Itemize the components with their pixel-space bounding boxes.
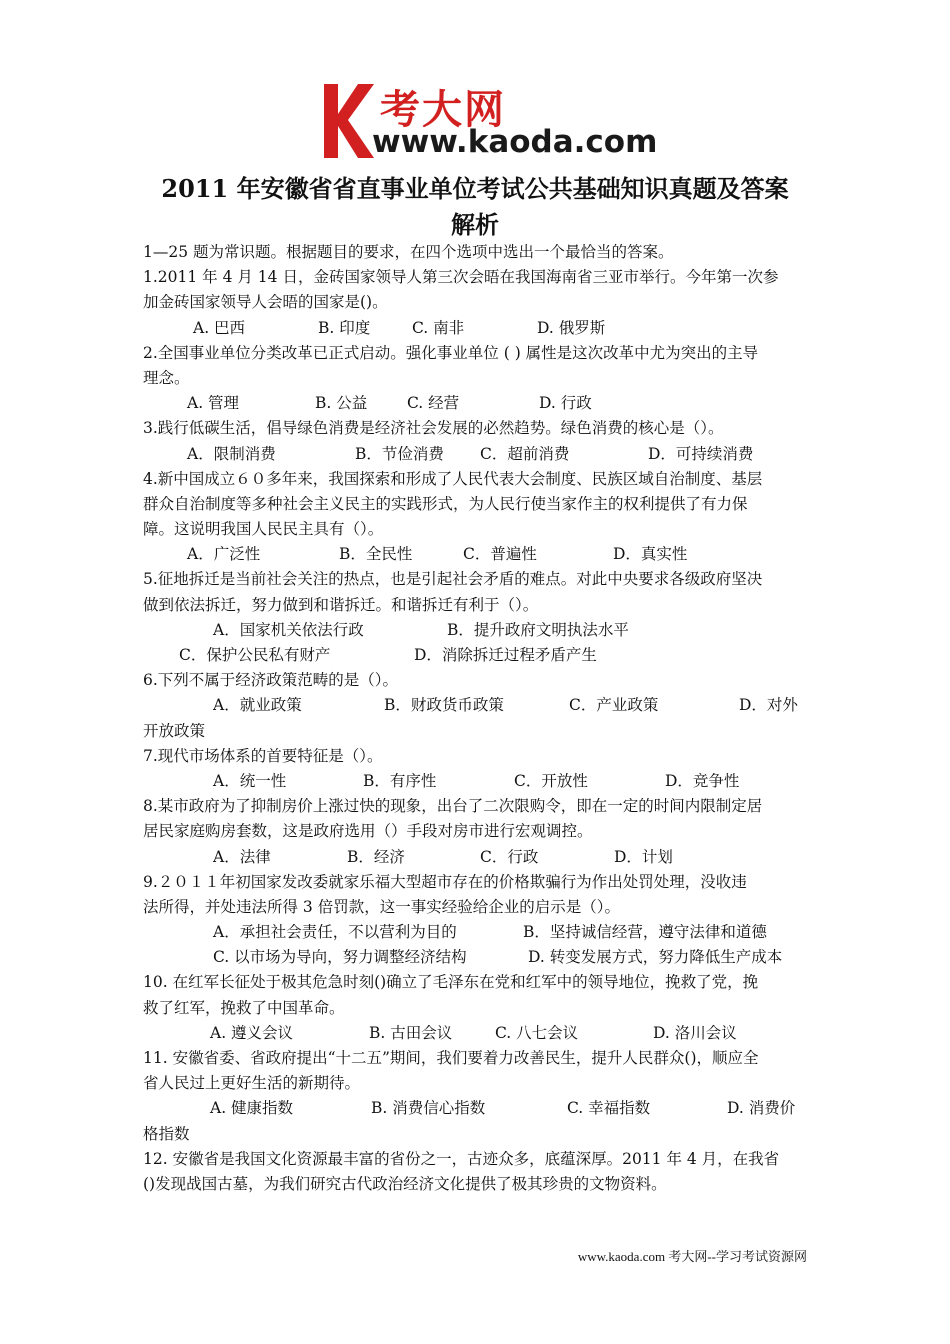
logo-brand-text: 考大网 xyxy=(380,87,506,133)
page-title: 2011 年安徽省省直事业单位考试公共基础知识真题及答案 xyxy=(161,174,789,203)
question-text: 2.全国事业单位分类改革已正式启动。强化事业单位 ( ) 属性是这次改革中尤为突出的主导 xyxy=(143,343,759,362)
option-row xyxy=(143,769,809,794)
option-row xyxy=(143,442,809,467)
question-text: 加金砖国家领导人会晤的国家是()。 xyxy=(143,293,388,312)
option-row xyxy=(143,693,809,718)
question-text: 8.某市政府为了抑制房价上涨过快的现象，出台了二次限购令，即在一定的时间内限制定居 xyxy=(143,797,763,816)
question-text: 4.新中国成立６０多年来，我国探索和形成了人民代表大会制度、民族区域自治制度、基层 xyxy=(143,469,763,488)
option-b: B. 印度 xyxy=(318,318,371,337)
option-a: A．就业政策 xyxy=(213,696,302,715)
option-b: B．有序性 xyxy=(363,771,437,790)
option-c: C．开放性 xyxy=(514,771,588,790)
option-c: C. 南非 xyxy=(412,318,465,337)
option-c: C．产业政策 xyxy=(569,696,659,715)
question-text: 群众自治制度等多种社会主义民主的实践形式，为人民行使当家作主的权利提供了有力保 xyxy=(143,494,748,513)
option-row xyxy=(143,920,809,945)
site-logo[interactable] xyxy=(318,78,658,162)
option-b: B．坚持诚信经营，遵守法律和道德 xyxy=(523,923,767,942)
logo-url-text: www.kaoda.com xyxy=(372,124,658,160)
question-text: 11. 安徽省委、省政府提出“十二五”期间，我们要着力改善民生，提升人民群众()，顺应全 xyxy=(143,1049,759,1067)
option-a: A. 管理 xyxy=(187,394,240,413)
option-c: C．保护公民私有财产 xyxy=(179,646,331,664)
option-d: D．对外 xyxy=(739,696,798,715)
option-row xyxy=(143,1096,809,1121)
question-text: 3.践行低碳生活，倡导绿色消费是经济社会发展的必然趋势。绿色消费的核心是（）。 xyxy=(143,419,724,438)
option-continuation: 开放政策 xyxy=(143,721,206,740)
option-d: D．真实性 xyxy=(613,545,688,564)
option-a: A．统一性 xyxy=(213,771,287,790)
question-text: 居民家庭购房套数，这是政府选用（）手段对房市进行宏观调控。 xyxy=(143,822,593,841)
option-d: D. 消费价 xyxy=(727,1099,796,1118)
option-b: B．财政货币政策 xyxy=(384,696,504,715)
option-a: A．承担社会责任，不以营利为目的 xyxy=(213,923,457,942)
option-d: D．计划 xyxy=(614,847,673,866)
option-continuation: 格指数 xyxy=(143,1124,190,1143)
option-a: A．限制消费 xyxy=(187,444,276,463)
option-a: A．广泛性 xyxy=(187,545,261,564)
question-text: 5.征地拆迁是当前社会关注的热点，也是引起社会矛盾的难点。对此中央要求各级政府坚决 xyxy=(143,570,763,589)
option-a: A. 巴西 xyxy=(193,318,246,337)
option-c: C．超前消费 xyxy=(480,444,570,463)
page-title-line2: 解析 xyxy=(451,210,499,239)
option-d: D. 行政 xyxy=(539,394,592,413)
option-c: C. 经营 xyxy=(407,394,460,413)
option-b: B. 古田会议 xyxy=(369,1023,453,1042)
question-text: 7.现代市场体系的首要特征是（）。 xyxy=(143,746,383,765)
question-text: ()发现战国古墓，为我们研究古代政治经济文化提供了极其珍贵的文物资料。 xyxy=(143,1174,667,1193)
option-a: A. 健康指数 xyxy=(210,1099,294,1118)
question-text: 做到依法拆迁，努力做到和谐拆迁。和谐拆迁有利于（）。 xyxy=(143,595,539,614)
footer-site-link[interactable]: www.kaoda.com 考大网--学习考试资源网 xyxy=(577,1249,807,1264)
option-b: B．全民性 xyxy=(339,545,413,564)
option-a: A．法律 xyxy=(213,847,271,866)
option-row xyxy=(143,845,809,870)
option-row xyxy=(143,391,809,416)
question-text: 1.2011 年 4 月 14 日，金砖国家领导人第三次会晤在我国海南省三亚市举行。今年第一次参 xyxy=(143,268,779,287)
option-d: D．竞争性 xyxy=(665,771,740,790)
question-text: 10. 在红军长征处于极其危急时刻()确立了毛泽东在党和红军中的领导地位，挽救了党，挽 xyxy=(143,973,759,992)
option-row xyxy=(143,643,809,668)
option-d: D. 转变发展方式，努力降低生产成本 xyxy=(528,948,783,967)
option-b: B. 消费信心指数 xyxy=(371,1099,486,1118)
question-text: 12. 安徽省是我国文化资源最丰富的省份之一，古迹众多，底蕴深厚。2011 年 4 月，在我省 xyxy=(143,1149,780,1168)
question-text: 救了红军，挽救了中国革命。 xyxy=(143,998,345,1017)
option-c: C. 以市场为导向，努力调整经济结构 xyxy=(213,948,467,967)
option-d: D. 俄罗斯 xyxy=(537,318,606,337)
option-c: C．行政 xyxy=(480,847,539,866)
question-text: 省人民过上更好生活的新期待。 xyxy=(143,1074,361,1093)
option-a: A．国家机关依法行政 xyxy=(213,620,364,639)
option-row xyxy=(143,1021,809,1046)
option-d: D. 洛川会议 xyxy=(653,1023,737,1042)
question-text: 障。这说明我国人民民主具有（）。 xyxy=(143,520,384,539)
question-text: 6.下列不属于经济政策范畴的是（）。 xyxy=(143,671,399,690)
question-text: 9.２０１１年初国家发改委就家乐福大型超市存在的价格欺骗行为作出处罚处理，没收违 xyxy=(143,872,747,891)
option-row xyxy=(143,316,809,341)
option-b: B．节俭消费 xyxy=(355,444,444,463)
option-c: C. 幸福指数 xyxy=(567,1099,651,1118)
option-b: B．经济 xyxy=(347,847,405,866)
option-row xyxy=(143,542,809,567)
k-logo-icon xyxy=(318,80,376,160)
option-b: B. 公益 xyxy=(315,394,368,413)
option-c: C. 八七会议 xyxy=(495,1023,579,1042)
option-d: D．可持续消费 xyxy=(648,444,754,463)
option-d: D．消除拆迁过程矛盾产生 xyxy=(414,646,597,664)
option-row xyxy=(143,618,809,643)
question-text: 理念。 xyxy=(143,368,190,387)
option-c: C．普遍性 xyxy=(463,545,537,564)
question-text: 法所得，并处违法所得 3 倍罚款，这一事实经验给企业的启示是（）。 xyxy=(143,897,620,916)
question-list xyxy=(143,240,809,1197)
intro-text: 1—25 题为常识题。根据题目的要求，在四个选项中选出一个最恰当的答案。 xyxy=(143,243,674,261)
option-b: B．提升政府文明执法水平 xyxy=(447,620,629,639)
option-row xyxy=(143,945,809,970)
option-a: A. 遵义会议 xyxy=(210,1023,294,1042)
